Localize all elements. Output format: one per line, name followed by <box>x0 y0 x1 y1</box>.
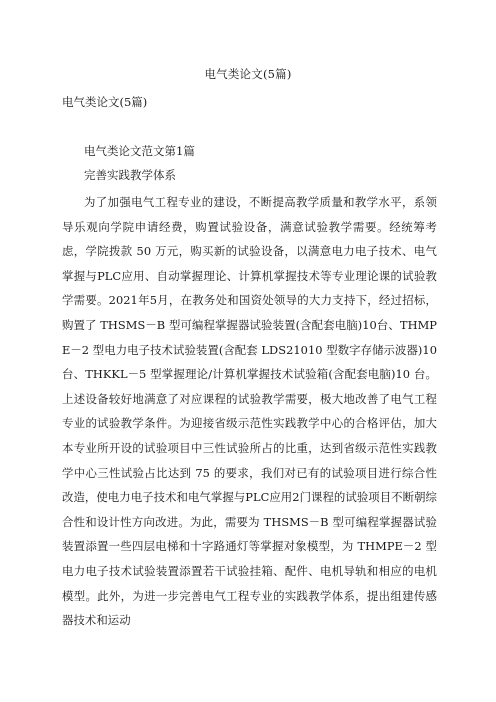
section-heading: 电气类论文范文第1篇 <box>84 144 195 158</box>
body-paragraph: 为了加强电气工程专业的建设，不断提高教学质量和教学水平，系领导乐观向学院申请经费，购置试验设备，满意试验教学需要。经统筹考虑，学院拨款 50 万元，购买新的试验设备，以满意电力电子技术、电气掌握与PLC应用、自动掌握理论、计算机掌握技术等专业理论课的试验教学需要。2021年5月，在教务处和国资处领导的大力支持下，经过招标，购置了 THSMS－B 型可编程掌握器试验装置(含配套电脑)10台、THMPE－2 型电力电子技术试验装置(含配套 LDS21010 型数字存储示波器)10 台、THKKL－5 型掌握理论/计算机掌握技术试验箱(含配套电脑)10 台。上述设备较好地满意了对应课程的试验教学需要，极大地改善了电气工程专业的试验教学条件。为迎接省级示范性实践教学中心的合格评估，加大本专业所开设的试验项目中三性试验所占的比重，达到省级示范性实践教学中心三性试验占比达到 75 的要求，我们对已有的试验项目进行综合性改造，使电力电子技术和电气掌握与PLC应用2门课程的试验项目不断朝综合性和设计性方向改进。为此，需要为 THSMS－B 型可编程掌握器试验装置添置一些四层电梯和十字路通灯等掌握对象模型，为 THMPE－2 型电力电子技术试验装置添置若干试验挂箱、配件、电机导轨和相应的电机模型。此外，为进一步完善电气工程专业的实践教学体系，提出组建传感器技术和运动 <box>62 195 437 628</box>
document-title: 电气类论文(5篇) <box>204 67 292 81</box>
subheading: 完善实践教学体系 <box>84 168 176 182</box>
document-subtitle: 电气类论文(5篇) <box>62 95 148 109</box>
